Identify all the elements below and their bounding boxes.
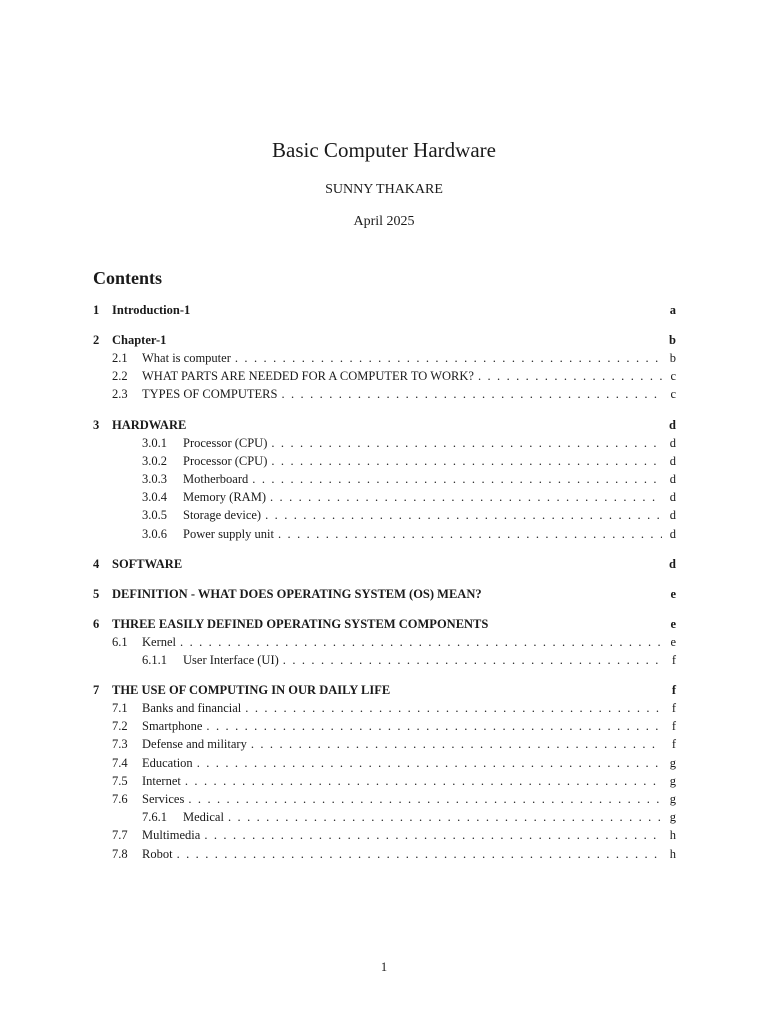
toc-leader-dots [188,790,662,808]
toc-entry[interactable] [93,488,676,506]
toc-entry-label: Education [142,755,193,770]
toc-entry-number: 7 [93,683,100,698]
toc-entry-number: 2.1 [112,351,128,365]
toc-entry-label: Memory (RAM) [183,490,266,505]
toc-leader-dots [270,488,662,506]
toc-entry-label: Power supply unit [183,526,274,541]
toc-entry-page: d [669,453,676,468]
page-number: 1 [380,960,388,974]
toc-entry-page: f [671,737,676,752]
toc-entry[interactable] [93,699,676,717]
toc-leader-dots [177,845,662,863]
toc-entry-label: Chapter-1 [112,333,167,347]
toc-entry-page: e [670,616,676,631]
toc-entry-number: 7.7 [112,828,128,843]
document-title: Basic Computer Hardware [272,138,496,162]
toc-entry-number: 3.0.1 [142,435,167,450]
toc-entry-page: e [670,634,676,649]
toc-entry-number: 7.3 [112,737,128,752]
toc-entry-label: THE USE OF COMPUTING IN OUR DAILY LIFE [112,683,391,698]
toc-entry-page: d [669,556,676,571]
toc-leader-dots [283,651,662,669]
toc-leader-dots [252,470,662,488]
toc-entry[interactable] [93,452,676,470]
toc-entry[interactable] [93,331,676,349]
toc-entry-number: 2.2 [112,369,128,384]
toc-entry-label: SOFTWARE [112,556,183,571]
toc-entry[interactable] [93,772,676,790]
toc-entry-label: DEFINITION - WHAT DOES OPERATING SYSTEM (OS) MEAN? [112,586,482,601]
toc-entry[interactable] [93,506,676,524]
toc-entry[interactable] [93,717,676,735]
toc-entry-number: 3.0.3 [142,471,167,486]
toc-entry-number: 5 [93,586,100,601]
toc-entry-number: 1 [93,303,100,317]
toc-entry-number: 7.6.1 [142,810,167,825]
toc-entry-page: d [669,471,676,486]
toc-leader-dots [185,772,662,790]
toc-entry[interactable] [93,651,676,669]
toc-entry-label: Medical [183,810,224,825]
toc-entry-page: h [669,846,676,861]
toc-entry-number: 4 [93,556,100,571]
toc-entry[interactable] [93,681,676,699]
toc-leader-dots [180,633,662,651]
toc-entry-page: d [669,435,676,450]
toc-entry-page: f [671,701,676,716]
toc-entry[interactable] [93,735,676,753]
toc-entry[interactable] [93,416,676,434]
toc-entry-label: Internet [142,773,181,788]
toc-entry[interactable] [93,555,676,573]
toc-entry-page: b [669,333,676,347]
toc-entry-number: 7.1 [112,701,128,716]
toc-leader-dots [228,808,662,826]
toc-entry-page: h [669,828,676,843]
toc-entry-page: g [669,810,676,825]
toc-entry-label: Introduction-1 [112,303,191,317]
toc-entry[interactable] [93,633,676,651]
toc-entry-label: User Interface (UI) [183,652,279,667]
toc-entry[interactable] [93,385,676,403]
toc-leader-dots [235,349,662,367]
toc-entry-label: THREE EASILY DEFINED OPERATING SYSTEM COMPONENTS [112,616,489,631]
toc-entry-label: Robot [142,846,173,861]
toc-entry-number: 3.0.2 [142,453,167,468]
toc-leader-dots [278,525,662,543]
toc-entry-number: 3.0.6 [142,526,167,541]
toc-entry-number: 7.4 [112,755,128,770]
toc-heading: Contents [93,268,163,288]
table-of-contents [93,301,676,863]
toc-entry-number: 6 [93,616,100,631]
toc-entry[interactable] [93,470,676,488]
toc-entry-page: d [669,526,676,541]
toc-entry-page: d [669,508,676,523]
toc-entry-label: Services [142,792,185,806]
toc-entry-page: c [670,387,676,402]
toc-entry-label: Smartphone [142,719,203,734]
toc-leader-dots [204,826,662,844]
toc-entry-number: 7.6 [112,792,128,806]
toc-entry[interactable] [93,349,676,367]
toc-leader-dots [478,367,662,385]
toc-entry-number: 7.2 [112,719,128,734]
toc-entry-number: 3.0.5 [142,508,167,523]
toc-entry-number: 3 [93,417,100,432]
toc-entry-page: e [670,586,676,601]
toc-entry-number: 3.0.4 [142,490,167,505]
toc-entry-number: 6.1 [112,634,128,649]
toc-leader-dots [271,434,662,452]
toc-entry[interactable] [93,525,676,543]
document-author: SUNNY THAKARE [325,182,443,197]
toc-entry-page: d [669,417,676,432]
toc-entry-label: Storage device) [183,508,262,523]
toc-entry[interactable] [93,808,676,826]
toc-entry-label: Motherboard [183,471,249,486]
toc-entry-number: 6.1.1 [142,652,167,667]
toc-entry-label: Processor (CPU) [183,435,268,450]
toc-entry-page: g [669,755,676,770]
toc-entry-page: f [671,719,676,734]
toc-entry-page: d [669,490,676,505]
toc-entry[interactable] [93,301,676,319]
toc-entry-number: 2 [93,333,100,347]
toc-entry-page: f [671,683,676,698]
toc-entry[interactable] [93,615,676,633]
toc-entry[interactable] [93,790,676,808]
toc-entry-number: 7.8 [112,846,128,861]
toc-entry[interactable] [93,367,676,385]
toc-entry-number: 2.3 [112,387,128,402]
toc-entry-label: WHAT PARTS ARE NEEDED FOR A COMPUTER TO WORK? [142,369,474,384]
toc-entry-page: c [670,369,676,384]
toc-entry[interactable] [93,434,676,452]
toc-entry-label: Kernel [142,634,177,649]
toc-entry-page: f [671,652,676,667]
toc-leader-dots [197,754,662,772]
toc-entry-number: 7.5 [112,773,128,788]
toc-entry[interactable] [93,585,676,603]
toc-leader-dots [245,699,662,717]
toc-leader-dots [206,717,662,735]
toc-leader-dots [281,385,662,403]
toc-entry-label: Multimedia [142,828,201,843]
toc-entry-label: HARDWARE [112,417,187,432]
toc-entry-page: g [669,773,676,788]
toc-entry-label: Defense and military [142,737,247,752]
document-date: April 2025 [353,214,415,229]
toc-entry[interactable] [93,845,676,863]
toc-entry-label: What is computer [142,351,231,365]
toc-entry-label: Banks and financial [142,701,242,716]
toc-entry-page: a [669,303,676,317]
toc-entry[interactable] [93,826,676,844]
toc-entry[interactable] [93,754,676,772]
toc-entry-page: b [669,351,676,365]
toc-entry-page: g [669,792,676,806]
toc-leader-dots [251,735,662,753]
toc-entry-label: TYPES OF COMPUTERS [142,387,278,402]
toc-entry-label: Processor (CPU) [183,453,268,468]
toc-leader-dots [265,506,662,524]
toc-leader-dots [271,452,662,470]
